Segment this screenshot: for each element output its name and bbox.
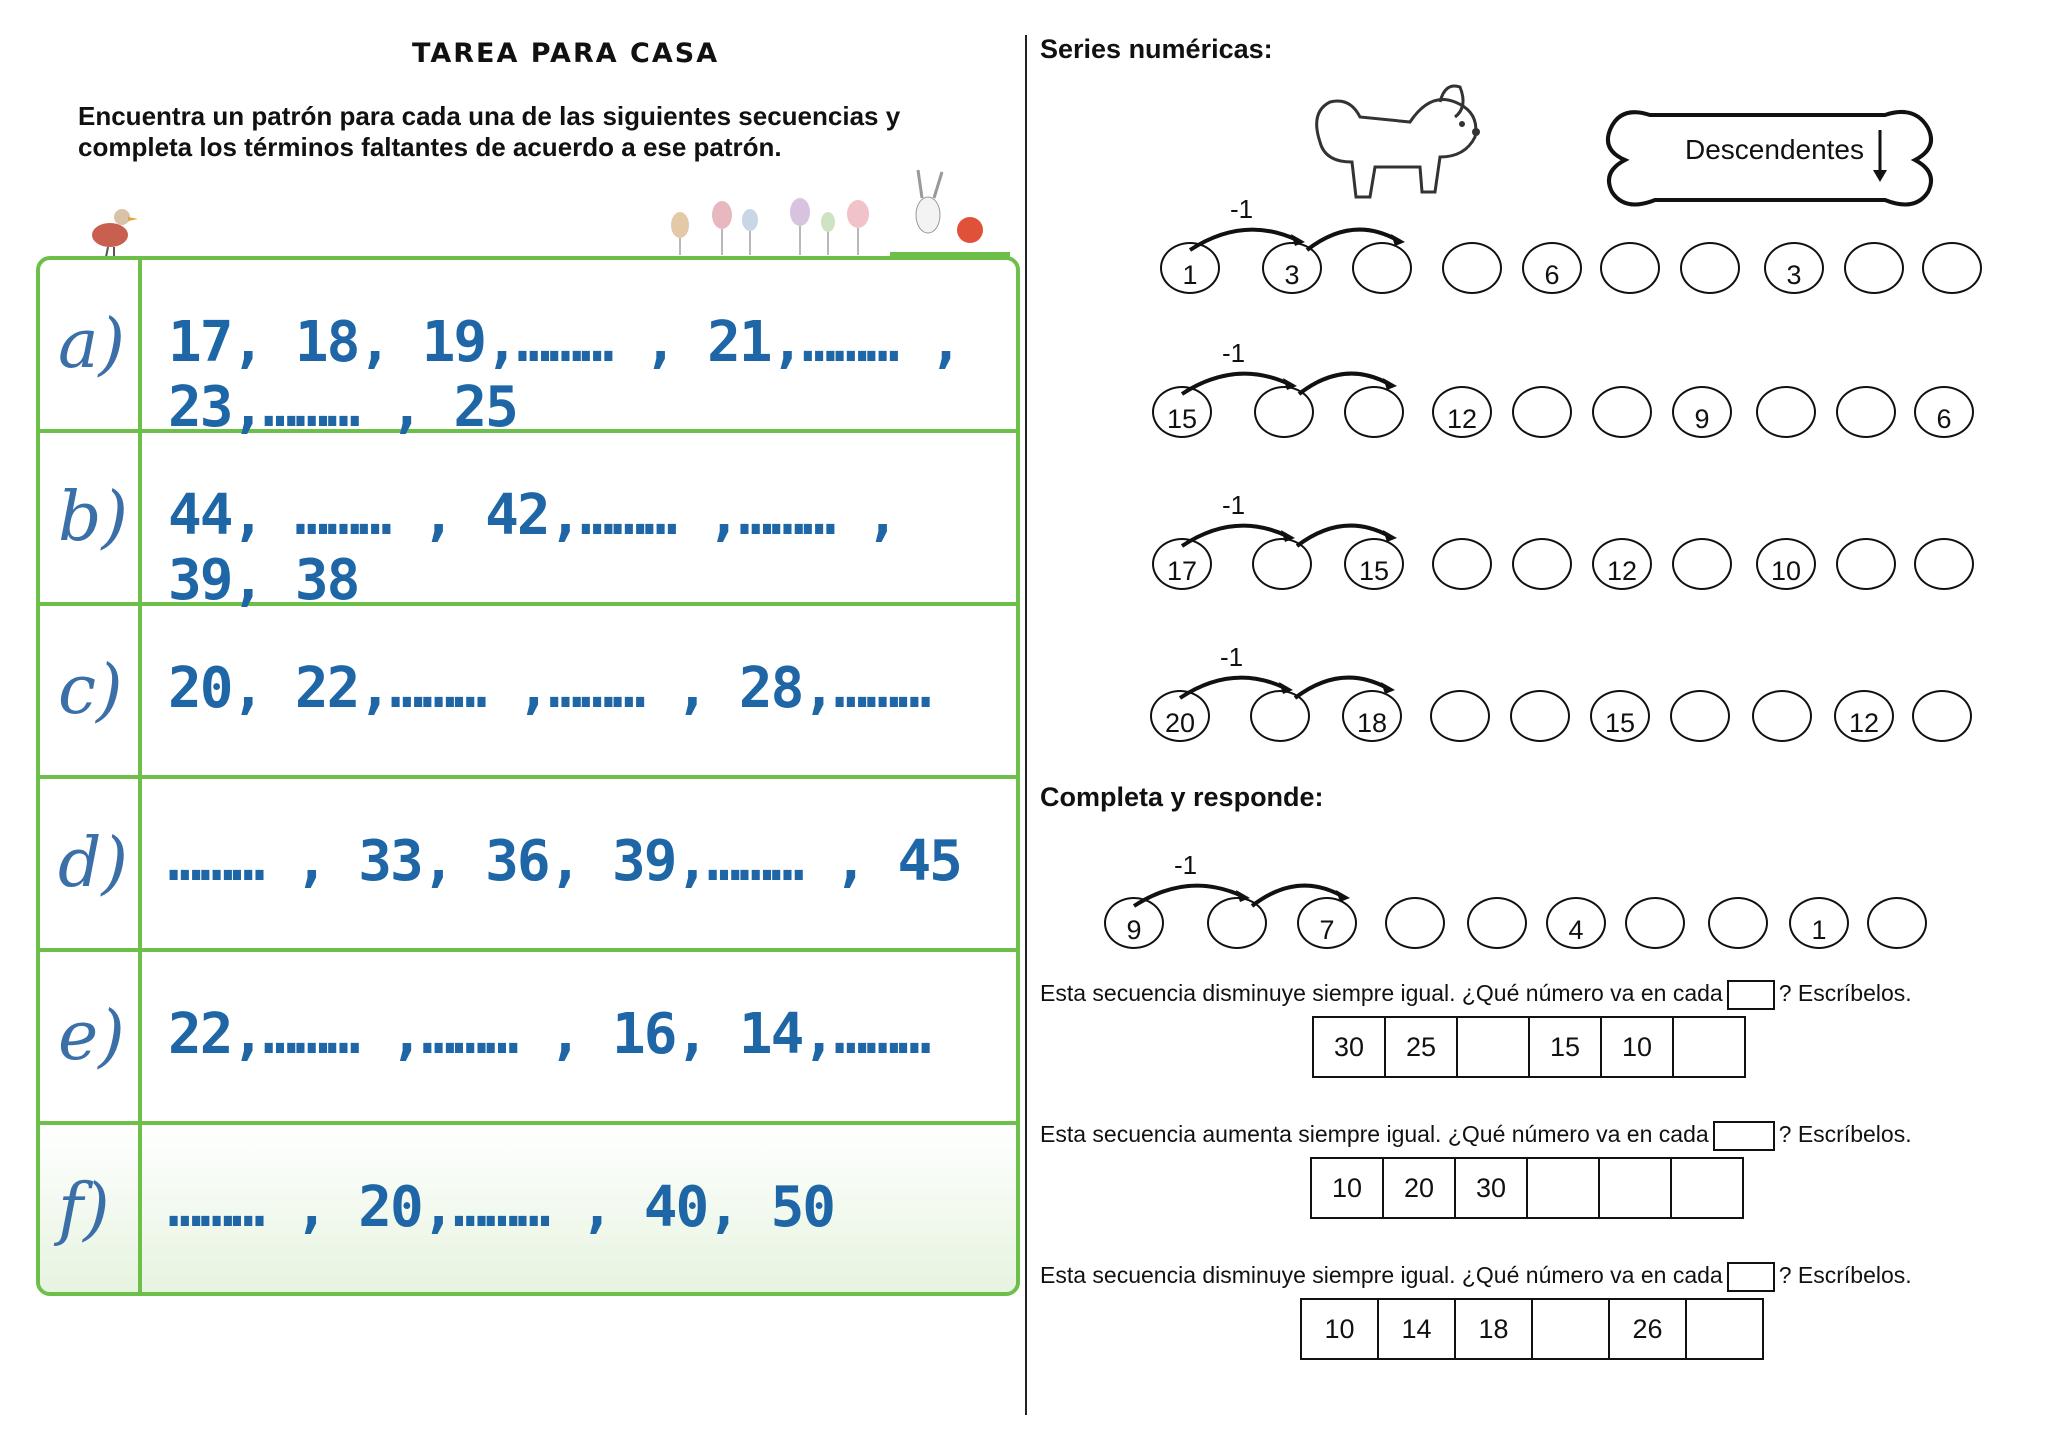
series-1-circle[interactable] <box>1352 242 1412 294</box>
series-2-circle: 15 <box>1152 386 1212 438</box>
complete-series-circle[interactable] <box>1207 897 1267 949</box>
series-2-circle[interactable] <box>1756 386 1816 438</box>
arrow-icon <box>1172 506 1472 566</box>
column-divider <box>1025 35 1027 1415</box>
question-2-text-b: ? Escríbelos. <box>1778 1121 1912 1148</box>
answer-table-1 <box>1312 1016 1746 1078</box>
minus-one-label: -1 <box>1230 194 1254 224</box>
complete-series-circle: 4 <box>1546 897 1606 949</box>
row-sequence: 17, 18, 19,……… , 21,……… , 23,……… , 25 <box>168 310 961 440</box>
series-2-circle[interactable] <box>1836 386 1896 438</box>
complete-series-circle[interactable] <box>1867 897 1927 949</box>
series-2-circle[interactable] <box>1592 386 1652 438</box>
series-4-circle: 12 <box>1834 690 1894 742</box>
series-4-circle[interactable] <box>1752 690 1812 742</box>
complete-series-circle[interactable] <box>1708 897 1768 949</box>
question-3-text-b: ? Escríbelos. <box>1778 1262 1912 1289</box>
answer-cell[interactable]: 14 <box>1378 1299 1455 1359</box>
series-3-circle[interactable] <box>1252 538 1312 590</box>
series-4-circle[interactable] <box>1430 690 1490 742</box>
arrow-icon <box>1172 354 1472 414</box>
series-4-circle[interactable] <box>1510 690 1570 742</box>
question-2-text-a: Esta secuencia aumenta siempre igual. ¿Qué número va en cada <box>1040 1121 1709 1148</box>
row-letter: f) <box>58 1170 110 1249</box>
answer-cell[interactable]: 18 <box>1455 1299 1532 1359</box>
sequence-row-a <box>40 260 1016 440</box>
series-1-circle[interactable] <box>1442 242 1502 294</box>
answer-cell[interactable]: 10 <box>1311 1158 1383 1218</box>
row-letter: d) <box>58 824 129 903</box>
bird-icon <box>70 195 150 265</box>
answer-table-2 <box>1310 1157 1744 1219</box>
row-sequence: 20, 22,……… ,……… , 28,……… <box>168 656 930 721</box>
complete-series-circle: 1 <box>1789 897 1849 949</box>
row-sequence: ……… , 33, 36, 39,……… , 45 <box>168 829 961 894</box>
arrow-icon <box>1170 658 1470 718</box>
series-3-circle: 15 <box>1344 538 1404 590</box>
series-1-circle: 3 <box>1262 242 1322 294</box>
sequence-row-d <box>40 779 1016 952</box>
answer-cell[interactable]: 10 <box>1301 1299 1378 1359</box>
answer-cell[interactable] <box>1671 1158 1743 1218</box>
row-letter: c) <box>58 651 123 730</box>
sequence-row-f <box>40 1125 1016 1296</box>
complete-heading: Completa y responde: <box>1040 782 1324 812</box>
blank-box-icon <box>1727 1262 1775 1292</box>
minus-one-label: -1 <box>1220 642 1244 672</box>
row-sequence: 22,……… ,……… , 16, 14,……… <box>168 1002 930 1067</box>
series-3-circle: 10 <box>1756 538 1816 590</box>
series-3-circle: 17 <box>1152 538 1212 590</box>
bone-label: Descendentes <box>1685 134 1865 165</box>
question-3-text <box>1040 1262 1912 1292</box>
answer-cell[interactable]: 30 <box>1455 1158 1527 1218</box>
series-1-circle[interactable] <box>1680 242 1740 294</box>
answer-cell[interactable] <box>1532 1299 1609 1359</box>
complete-series-circle[interactable] <box>1467 897 1527 949</box>
instructions-line1: Encuentra un patrón para cada una de las siguientes secuencias y <box>78 101 901 131</box>
answer-cell[interactable] <box>1457 1017 1529 1077</box>
series-3-circle[interactable] <box>1512 538 1572 590</box>
series-heading: Series numéricas: <box>1040 34 1273 64</box>
sequence-row-e <box>40 952 1016 1125</box>
blank-box-icon <box>1727 980 1775 1010</box>
series-3-circle[interactable] <box>1836 538 1896 590</box>
series-1-circle: 3 <box>1764 242 1824 294</box>
dog-icon <box>1290 62 1490 212</box>
sequence-table <box>36 256 1020 1296</box>
question-1-text <box>1040 980 1912 1010</box>
series-4-circle[interactable] <box>1250 690 1310 742</box>
series-2-circle[interactable] <box>1512 386 1572 438</box>
complete-series-circle[interactable] <box>1625 897 1685 949</box>
series-3-circle[interactable] <box>1672 538 1732 590</box>
series-2-circle[interactable] <box>1344 386 1404 438</box>
series-1-circle[interactable] <box>1922 242 1982 294</box>
answer-table-3 <box>1300 1298 1764 1360</box>
series-3-circle[interactable] <box>1432 538 1492 590</box>
series-1-circle: 6 <box>1522 242 1582 294</box>
page-title: TAREA PARA CASA <box>412 38 720 69</box>
series-2-circle: 6 <box>1914 386 1974 438</box>
series-4-circle: 18 <box>1342 690 1402 742</box>
series-1-circle[interactable] <box>1844 242 1904 294</box>
answer-cell[interactable]: 10 <box>1601 1017 1673 1077</box>
sequence-row-c <box>40 606 1016 779</box>
answer-cell[interactable]: 30 <box>1313 1017 1385 1077</box>
minus-one-label: -1 <box>1222 490 1246 520</box>
row-letter: b) <box>58 478 129 557</box>
minus-one-label: -1 <box>1174 850 1198 880</box>
series-4-circle: 20 <box>1150 690 1210 742</box>
garden-illustration-icon <box>660 160 1020 260</box>
instructions-line2: completa los términos faltantes de acuerdo a ese patrón. <box>78 132 782 162</box>
row-letter: e) <box>58 997 125 1076</box>
minus-one-label: -1 <box>1222 338 1246 368</box>
question-2-text <box>1040 1121 1912 1151</box>
series-4-circle: 15 <box>1590 690 1650 742</box>
complete-series-circle: 7 <box>1297 897 1357 949</box>
answer-cell[interactable]: 15 <box>1529 1017 1601 1077</box>
series-3-circle[interactable] <box>1914 538 1974 590</box>
question-1-text-a: Esta secuencia disminuye siempre igual. ¿Qué número va en cada <box>1040 980 1723 1007</box>
complete-series-circle[interactable] <box>1385 897 1445 949</box>
answer-cell[interactable]: 26 <box>1609 1299 1686 1359</box>
answer-cell[interactable]: 25 <box>1385 1017 1457 1077</box>
question-3-text-a: Esta secuencia disminuye siempre igual. ¿Qué número va en cada <box>1040 1262 1723 1289</box>
series-4-circle[interactable] <box>1670 690 1730 742</box>
arrow-icon <box>1124 866 1424 926</box>
complete-series-circle: 9 <box>1104 897 1164 949</box>
row-sequence: 44, ……… , 42,……… ,……… , 39, 38 <box>168 483 898 613</box>
series-2-circle: 12 <box>1432 386 1492 438</box>
series-3-circle: 12 <box>1592 538 1652 590</box>
question-1-text-b: ? Escríbelos. <box>1778 980 1912 1007</box>
row-sequence: ……… , 20,……… , 40, 50 <box>168 1175 835 1240</box>
series-1-circle[interactable] <box>1600 242 1660 294</box>
answer-cell[interactable] <box>1527 1158 1599 1218</box>
answer-cell[interactable] <box>1673 1017 1745 1077</box>
series-1-circle: 1 <box>1160 242 1220 294</box>
sequence-row-b <box>40 433 1016 613</box>
answer-cell[interactable] <box>1686 1299 1763 1359</box>
row-letter: a) <box>58 305 126 384</box>
arrow-icon <box>1180 210 1480 270</box>
answer-cell[interactable] <box>1599 1158 1671 1218</box>
series-4-circle[interactable] <box>1912 690 1972 742</box>
series-2-circle[interactable] <box>1254 386 1314 438</box>
blank-box-icon <box>1713 1121 1775 1151</box>
answer-cell[interactable]: 20 <box>1383 1158 1455 1218</box>
series-2-circle: 9 <box>1672 386 1732 438</box>
